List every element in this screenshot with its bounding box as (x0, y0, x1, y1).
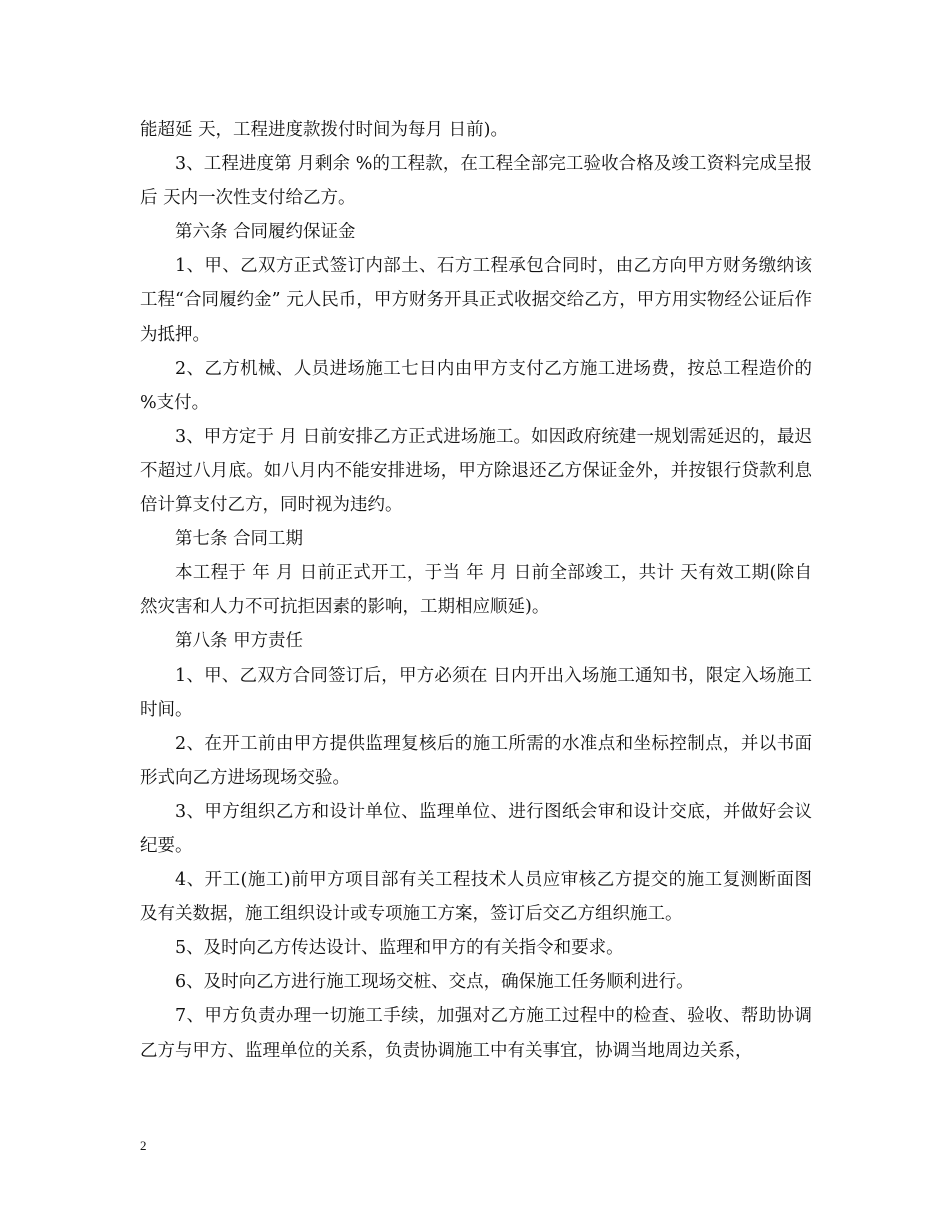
paragraph-8: 本工程于 年 月 日前正式开工，于当 年 月 日前全部竣工，共计 天有效工期(除自然灾害和人力不可抗拒因素的影响，工期相应顺延)。 (140, 563, 812, 618)
page-number: 2 (140, 1138, 147, 1153)
paragraph-11: 2、在开工前由甲方提供监理复核后的施工所需的水准点和坐标控制点，并以书面形式向乙方进场现场交验。 (140, 733, 812, 788)
paragraph-10: 1、甲、乙双方合同签订后，甲方必须在 日内开出入场施工通知书，限定入场施工时间。 (140, 665, 812, 720)
paragraph-14: 5、及时向乙方传达设计、监理和甲方的有关指令和要求。 (175, 938, 624, 959)
paragraph-13: 4、开工(施工)前甲方项目部有关工程技术人员应审核乙方提交的施工复测断面图及有关数据，施工组织设计或专项施工方案，签订后交乙方组织施工。 (140, 870, 812, 925)
paragraph-15: 6、及时向乙方进行施工现场交桩、交点，确保施工任务顺利进行。 (175, 972, 694, 993)
paragraph-12: 3、甲方组织乙方和设计单位、监理单位、进行图纸会审和设计交底，并做好会议纪要。 (140, 801, 812, 856)
section-heading-article-7: 第七条 合同工期 (175, 529, 304, 550)
section-heading-article-6: 第六条 合同履约保证金 (175, 222, 356, 243)
paragraph-16: 7、甲方负责办理一切施工手续，加强对乙方施工过程中的检查、验收、帮助协调乙方与甲方、监理单位的关系，负责协调施工中有关事宜，协调当地周边关系， (140, 1006, 812, 1061)
paragraph-5: 2、乙方机械、人员进场施工七日内由甲方支付乙方施工进场费，按总工程造价的 %支付。 (140, 358, 812, 413)
document-body (140, 113, 812, 1068)
paragraph-2: 3、工程进度第 月剩余 %的工程款，在工程全部完工验收合格及竣工资料完成呈报后 天内一次性支付给乙方。 (140, 154, 812, 209)
paragraph-6: 3、甲方定于 月 日前安排乙方正式进场施工。如因政府统建一规划需延迟的，最迟不超过八月底。如八月内不能安排进场，甲方除退还乙方保证金外，并按银行贷款利息 倍计算支付乙方，同时视为违约。 (140, 426, 812, 516)
section-heading-article-8: 第八条 甲方责任 (175, 631, 304, 652)
paragraph-4: 1、甲、乙双方正式签订内部土、石方工程承包合同时，由乙方向甲方财务缴纳该工程“合同履约金” 元人民币，甲方财务开具正式收据交给乙方，甲方用实物经公证后作为抵押。 (140, 256, 812, 345)
paragraph-1: 能超延 天，工程进度款拨付时间为每月 日前)。 (140, 120, 508, 140)
